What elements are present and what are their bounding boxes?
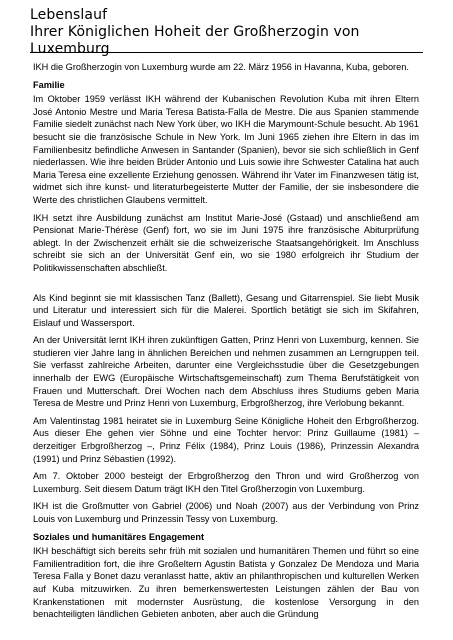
title-line-2: Ihrer Königlichen Hoheit der Großherzogin von Luxemburg — [30, 24, 360, 57]
paragraph-accession: Am 7. Oktober 2000 besteigt der Erbgroßherzog den Thron und wird Großherzog von Luxemburg. Seit diesem Datum trägt IKH den Titel Großherzogin von Luxemburg. — [33, 471, 419, 494]
paragraph-grandchildren: IKH ist die Großmutter von Gabriel (2006) und Noah (2007) aus der Verbindung von Prinz Louis von Luxemburg und Prinzessin Tessy von Luxemburg. — [33, 501, 419, 524]
paragraph-engagement: IKH beschäftigt sich bereits sehr früh mit sozialen und humanitären Themen und führt so eine Familientradition fort, die ihre Großeltern Agustin Batista y Gonzalez De Mendoza und Maria Teresa Falla y Bonet dazu veranlasst hatte, aktiv an philanthropischen und kulturellen Werken auf Kuba mitzuwirken. Zu ihren bemerkenswertesten Leistungen zählen der Bau von Krankenstationen mit modernster Ausrüstung, die kostenlose Versorgung in den benachteiligten ländlichen Gebieten anboten, aber auch die Gründung — [33, 546, 419, 620]
page-title — [30, 7, 430, 58]
paragraph-hobbies: Als Kind beginnt sie mit klassischen Tanz (Ballett), Gesang und Gitarrenspiel. Sie liebt Musik und Literatur und interessiert sich für die Malerei. Sportlich betätigt sie sich im Skifahren, Eislauf und Wassersport. — [33, 292, 419, 328]
paragraph-family: Im Oktober 1959 verlässt IKH während der Kubanischen Revolution Kuba mit ihren Eltern José Antonio Mestre und Maria Teresa Batista-Falla de Mestre. Die aus Spanien stammende Familie siedelt zunächst nach New York über, wo IKH die Marymount-Schule besucht. Ab 1961 besucht sie die französische Schule in New York. Im Juni 1965 ziehen ihre Eltern in das im Familienbesitz befindliche Anwesen in Santander (Spanien), bevor sie sich schließlich in Genf niederlassen. Wie ihre beiden Brüder Antonio und Luis sowie ihre Schwester Catalina hat auch Maria Teresa eine exzellente Erziehung genossen. Während ihr Vater im Finanzwesen tätig ist, widmet sich ihre kunst- und literaturbegeisterte Mutter der Familie, der sie insbesondere die Werte des christlichen Glaubens vermittelt. — [33, 94, 419, 205]
title-line-1: Lebenslauf — [30, 7, 108, 23]
paragraph-marriage: Am Valentinstag 1981 heiratet sie in Luxemburg Seine Königliche Hoheit den Erbgroßherzog. Aus dieser Ehe gehen vier Söhne und eine Tochter hervor: Prinz Guillaume (1981) – derzeitiger Erbgroßherzog –, Prinz Félix (1984), Prinz Louis (1986), Prinzessin Alexandra (1991) und Prinz Sébastien (1992). — [33, 415, 419, 464]
paragraph-birth: IKH die Großherzogin von Luxemburg wurde am 22. März 1956 in Havanna, Kuba, geboren. — [33, 62, 409, 72]
section-heading-family: Familie — [33, 79, 65, 90]
paragraph-university: An der Universität lernt IKH ihren zukünftigen Gatten, Prinz Henri von Luxemburg, kennen. Sie studieren vier Jahre lang in ähnlichen Bereichen und nehmen zusammen an Lerngruppen teil. Sie verfasst zahlreiche Arbeiten, darunter eine Vergleichsstudie über die Gesetzgebungen innerhalb der EWG (Europäische Wirtschaftsgemeinschaft) zum Thema Berufstätigkeit von Frauen und Mutterschaft. Drei Wochen nach dem Abschluss ihres Studiums geben Maria Teresa de Mestre und Prinz Henri von Luxemburg, Erbgroßherzog, ihre Verlobung bekannt. — [33, 335, 419, 409]
title-divider — [30, 52, 423, 53]
document-body — [33, 61, 419, 626]
spacer — [33, 280, 419, 292]
paragraph-education: IKH setzt ihre Ausbildung zunächst am Institut Marie-José (Gstaad) und anschließend am Pensionat Marie-Thérèse (Genf) fort, wo sie im Juni 1975 ihre französische Abiturprüfung ablegt. In der Zwischenzeit erhält sie die schweizerische Staatsangehörigkeit. Im Anschluss schreibt sie sich an der Universität Genf ein, wo sie 1980 erfolgreich ihr Studium der Politikwissenschaften abschließt. — [33, 212, 419, 273]
section-heading-engagement: Soziales und humanitäres Engagement — [33, 531, 205, 542]
